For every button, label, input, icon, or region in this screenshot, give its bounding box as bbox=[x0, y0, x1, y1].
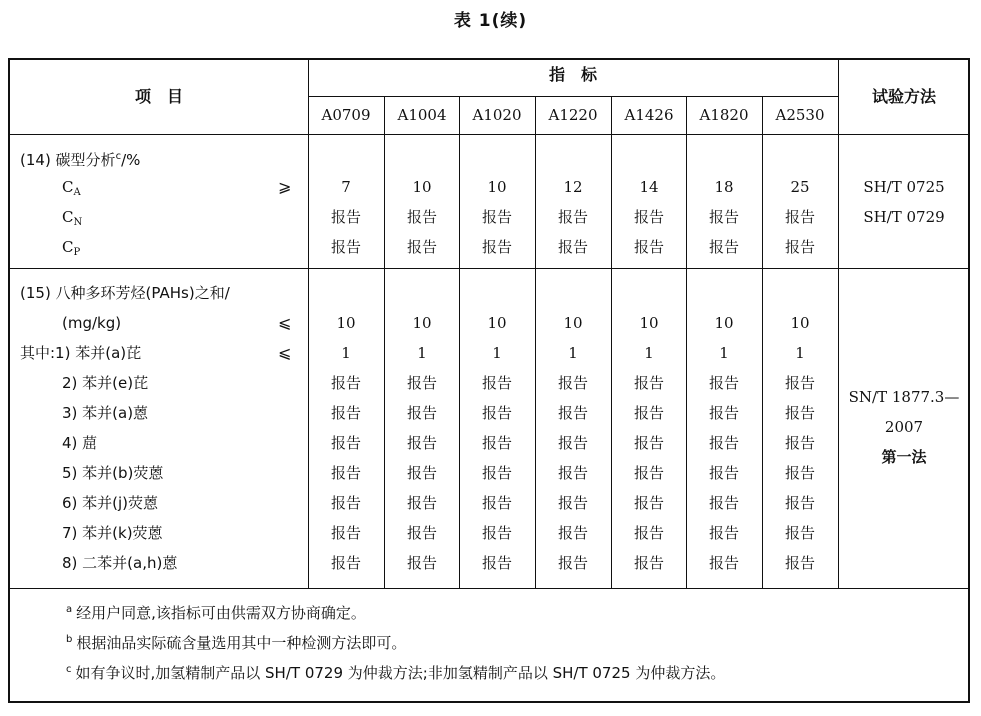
section-15-cell: 报告 bbox=[784, 494, 815, 512]
header-grade-a1820: A1820 bbox=[699, 106, 749, 124]
section-15-cell: 报告 bbox=[406, 554, 437, 572]
grade-column-rule bbox=[686, 96, 687, 588]
section-14-cell: 10 bbox=[412, 178, 432, 196]
section-15-cell: 报告 bbox=[784, 404, 815, 422]
header-grade-a2530: A2530 bbox=[775, 106, 825, 124]
section-15-cell: 报告 bbox=[557, 554, 588, 572]
section-14-cell: 报告 bbox=[708, 208, 739, 226]
section-15-row-label: 其中:1) 苯并(a)芘 bbox=[20, 344, 142, 362]
header-grade-a1220: A1220 bbox=[548, 106, 598, 124]
section-15-cell: 报告 bbox=[557, 464, 588, 482]
header-item-label: 项 目 bbox=[134, 87, 183, 106]
section-15-cell: 报告 bbox=[633, 404, 664, 422]
section-15-cell: 10 bbox=[412, 314, 432, 332]
section-15-cell: 报告 bbox=[406, 374, 437, 392]
section-15-cell: 报告 bbox=[330, 404, 361, 422]
section-15-cell: 1 bbox=[417, 344, 427, 362]
section-15-cell: 报告 bbox=[708, 464, 739, 482]
grade-column-rule bbox=[535, 96, 536, 588]
footnote-mark: b bbox=[66, 634, 73, 645]
section-15-row-label: (mg/kg) bbox=[62, 314, 122, 332]
section-14-title bbox=[20, 148, 140, 169]
footnote-b bbox=[66, 634, 406, 655]
section-15-cell: 报告 bbox=[330, 524, 361, 542]
section-14-row-subscript: P bbox=[73, 247, 81, 258]
section-divider bbox=[10, 268, 970, 269]
section-14-row-operator: ⩾ bbox=[278, 177, 292, 196]
section-15-cell: 报告 bbox=[481, 464, 512, 482]
section-14-row-symbol: C bbox=[62, 178, 74, 196]
section-15-cell: 报告 bbox=[330, 374, 361, 392]
section-15-cell: 报告 bbox=[784, 434, 815, 452]
footnote-text: 根据油品实际硫含量选用其中一种检测方法即可。 bbox=[76, 634, 407, 652]
section-15-row-label: 8) 二苯并(a,h)蒽 bbox=[62, 554, 178, 572]
section-15-row-label: 5) 苯并(b)荧蒽 bbox=[62, 464, 164, 482]
footnote-rule bbox=[10, 588, 970, 589]
section-15-row-label: 6) 苯并(j)荧蒽 bbox=[62, 494, 159, 512]
section-15-row-label: 2) 苯并(e)芘 bbox=[62, 374, 149, 392]
section-15-cell: 报告 bbox=[784, 524, 815, 542]
section-15-cell: 报告 bbox=[633, 374, 664, 392]
section-14-cell: 报告 bbox=[330, 208, 361, 226]
section-15-method-2: 2007 bbox=[884, 418, 924, 436]
table-caption: 表 1(续) bbox=[453, 11, 528, 31]
section-14-cell: 7 bbox=[341, 178, 351, 196]
section-15-method-1: SN/T 1877.3— bbox=[848, 388, 960, 406]
section-15-cell: 10 bbox=[336, 314, 356, 332]
section-15-row-operator: ⩽ bbox=[278, 313, 292, 332]
header-grade-a1020: A1020 bbox=[472, 106, 522, 124]
footnote-text: 经用户同意,该指标可由供需双方协商确定。 bbox=[76, 604, 366, 622]
section-15-cell: 报告 bbox=[406, 404, 437, 422]
grade-column-rule bbox=[384, 96, 385, 588]
section-15-cell: 报告 bbox=[708, 404, 739, 422]
section-15-cell: 报告 bbox=[784, 374, 815, 392]
section-14-row-label bbox=[62, 238, 80, 262]
method-column-rule bbox=[838, 60, 839, 588]
section-15-cell: 报告 bbox=[557, 374, 588, 392]
section-15-cell: 1 bbox=[492, 344, 502, 362]
section-15-row-operator: ⩽ bbox=[278, 343, 292, 362]
footnote-c bbox=[66, 664, 725, 685]
section-14-cell: 报告 bbox=[557, 208, 588, 226]
header-grade-a1426: A1426 bbox=[624, 106, 674, 124]
header-grade-a0709: A0709 bbox=[321, 106, 371, 124]
section-15-cell: 报告 bbox=[330, 554, 361, 572]
section-15-title: (15) 八种多环芳烃(PAHs)之和/ bbox=[20, 284, 230, 302]
section-15-cell: 报告 bbox=[708, 434, 739, 452]
section-15-cell: 报告 bbox=[557, 434, 588, 452]
section-15-cell: 1 bbox=[719, 344, 729, 362]
section-14-cell: 报告 bbox=[406, 208, 437, 226]
section-15-cell: 1 bbox=[568, 344, 578, 362]
section-14-cell: 报告 bbox=[784, 208, 815, 226]
section-15-cell: 报告 bbox=[633, 494, 664, 512]
section-15-cell: 报告 bbox=[708, 494, 739, 512]
section-15-cell: 报告 bbox=[481, 494, 512, 512]
section-15-cell: 报告 bbox=[481, 554, 512, 572]
section-15-cell: 报告 bbox=[557, 404, 588, 422]
grade-column-rule bbox=[459, 96, 460, 588]
section-14-cell: 18 bbox=[714, 178, 734, 196]
section-15-cell: 报告 bbox=[633, 434, 664, 452]
spec-table bbox=[8, 58, 970, 703]
section-14-method-2: SH/T 0729 bbox=[863, 208, 945, 226]
grade-column-rule bbox=[762, 96, 763, 588]
section-14-cell: 报告 bbox=[481, 238, 512, 256]
section-15-cell: 报告 bbox=[330, 494, 361, 512]
section-15-cell: 报告 bbox=[557, 494, 588, 512]
section-15-cell: 1 bbox=[795, 344, 805, 362]
section-14-row-symbol: C bbox=[62, 208, 74, 226]
section-15-cell: 报告 bbox=[330, 464, 361, 482]
section-14-row-subscript: N bbox=[73, 217, 83, 228]
section-15-cell: 10 bbox=[563, 314, 583, 332]
section-15-row-label: 3) 苯并(a)蒽 bbox=[62, 404, 149, 422]
section-14-cell: 12 bbox=[563, 178, 583, 196]
section-14-cell: 报告 bbox=[481, 208, 512, 226]
section-14-cell: 报告 bbox=[784, 238, 815, 256]
section-14-footnote-mark: c bbox=[115, 151, 122, 162]
section-15-cell: 报告 bbox=[330, 434, 361, 452]
header-divider bbox=[308, 96, 838, 97]
header-method-label: 试验方法 bbox=[871, 87, 936, 106]
section-15-cell: 10 bbox=[487, 314, 507, 332]
section-14-cell: 报告 bbox=[708, 238, 739, 256]
section-15-row-label: 7) 苯并(k)荧蒽 bbox=[62, 524, 163, 542]
section-15-cell: 报告 bbox=[406, 434, 437, 452]
section-15-cell: 报告 bbox=[708, 374, 739, 392]
section-14-cell: 报告 bbox=[330, 238, 361, 256]
section-15-cell: 10 bbox=[714, 314, 734, 332]
section-14-cell: 14 bbox=[639, 178, 659, 196]
section-14-cell: 报告 bbox=[406, 238, 437, 256]
section-15-cell: 1 bbox=[644, 344, 654, 362]
section-15-cell: 报告 bbox=[406, 524, 437, 542]
section-15-cell: 报告 bbox=[784, 554, 815, 572]
section-14-row-symbol: C bbox=[62, 238, 74, 256]
section-14-method-1: SH/T 0725 bbox=[863, 178, 945, 196]
section-15-cell: 报告 bbox=[406, 494, 437, 512]
section-15-cell: 报告 bbox=[481, 374, 512, 392]
section-15-cell: 1 bbox=[341, 344, 351, 362]
footnote-mark: a bbox=[66, 604, 73, 615]
section-15-cell: 报告 bbox=[633, 524, 664, 542]
section-14-row-label bbox=[62, 208, 82, 232]
section-15-cell: 报告 bbox=[633, 464, 664, 482]
section-14-cell: 10 bbox=[487, 178, 507, 196]
grade-column-rule bbox=[611, 96, 612, 588]
section-15-cell: 报告 bbox=[633, 554, 664, 572]
section-15-method-3: 第一法 bbox=[881, 448, 927, 466]
section-15-cell: 报告 bbox=[708, 554, 739, 572]
section-14-cell: 25 bbox=[790, 178, 810, 196]
section-14-cell: 报告 bbox=[633, 208, 664, 226]
section-15-row-label: 4) 䓛 bbox=[62, 434, 98, 452]
section-15-cell: 报告 bbox=[708, 524, 739, 542]
header-bottom-rule bbox=[10, 134, 970, 135]
header-indicator-label: 指 标 bbox=[548, 65, 597, 84]
section-14-cell: 报告 bbox=[557, 238, 588, 256]
section-15-cell: 10 bbox=[639, 314, 659, 332]
footnote-text: 如有争议时,加氢精制产品以 SH/T 0729 为仲裁方法;非加氢精制产品以 SH/T 0725 为仲裁方法。 bbox=[75, 664, 726, 682]
section-15-cell: 10 bbox=[790, 314, 810, 332]
item-column-rule bbox=[308, 60, 309, 588]
section-15-cell: 报告 bbox=[557, 524, 588, 542]
section-15-cell: 报告 bbox=[481, 434, 512, 452]
section-15-cell: 报告 bbox=[406, 464, 437, 482]
section-14-row-label bbox=[62, 178, 81, 202]
footnote-mark: c bbox=[66, 664, 72, 675]
footnote-a bbox=[66, 604, 366, 625]
section-15-cell: 报告 bbox=[481, 404, 512, 422]
section-14-row-subscript: A bbox=[73, 187, 81, 198]
section-14-cell: 报告 bbox=[633, 238, 664, 256]
section-15-cell: 报告 bbox=[784, 464, 815, 482]
section-14-title-text: (14) 碳型分析 bbox=[20, 151, 116, 169]
section-14-title-unit: /% bbox=[121, 151, 141, 169]
header-grade-a1004: A1004 bbox=[397, 106, 447, 124]
section-15-cell: 报告 bbox=[481, 524, 512, 542]
